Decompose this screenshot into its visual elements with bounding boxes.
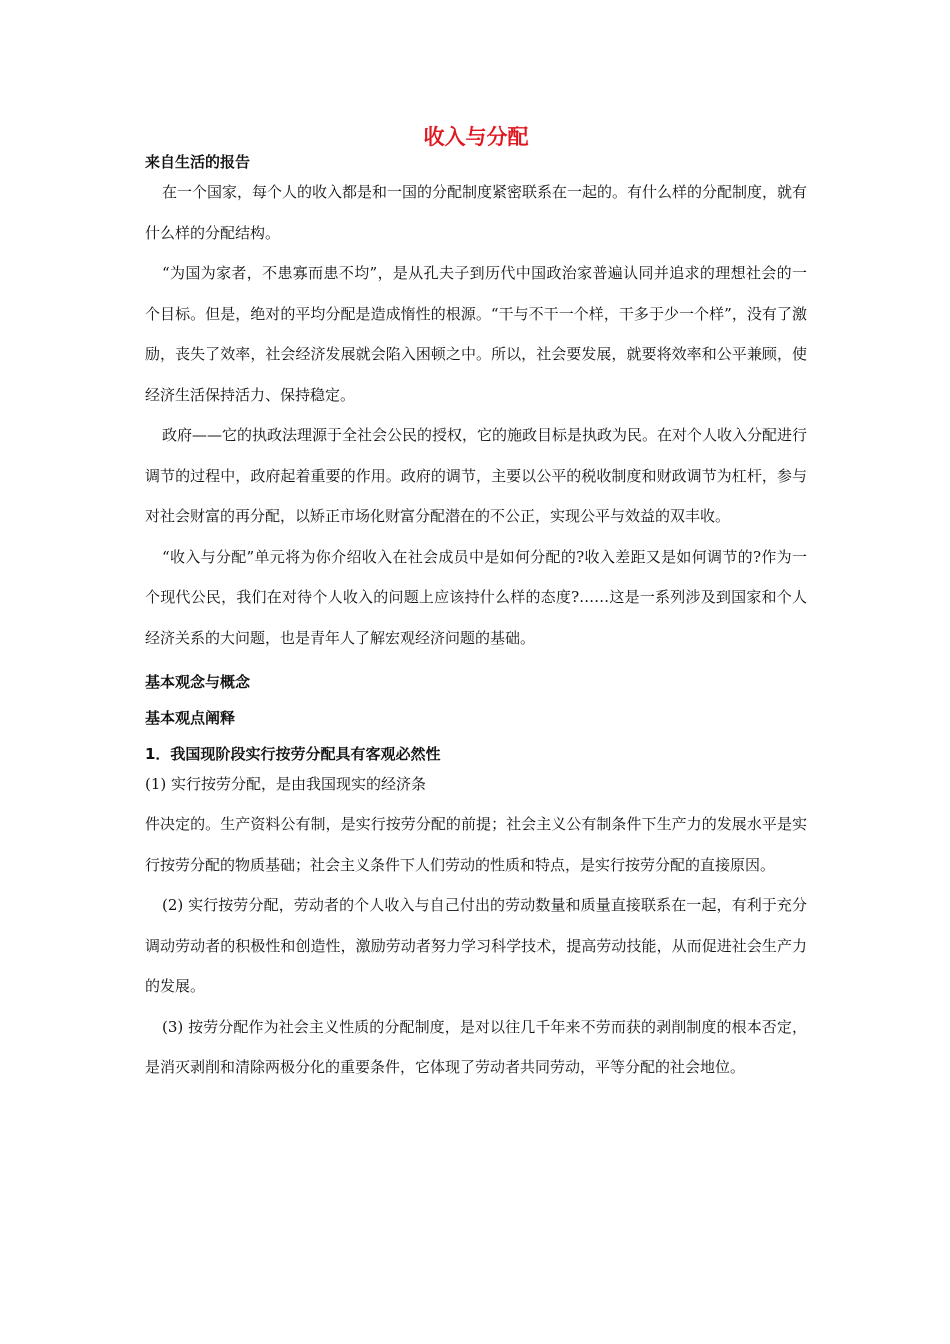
document-body [145, 122, 807, 1088]
paragraph: “为国为家者，不患寡而患不均”，是从孔夫子到历代中国政治家普遍认同并追求的理想社会的一个目标。但是，绝对的平均分配是造成惰性的根源。“干与不干一个样，干多于少一个样”，没有了激励，丧失了效率，社会经济发展就会陷入困顿之中。所以，社会要发展，就要将效率和公平兼顾，使经济生活保持活力、保持稳定。 [145, 264, 807, 404]
point-paragraph: (2) 实行按劳分配，劳动者的个人收入与自己付出的劳动数量和质量直接联系在一起，有利于充分调动劳动者的积极性和创造性，激励劳动者努力学习科学技术，提高劳动技能，从而促进社会生产力的发展。 [145, 896, 807, 995]
point-paragraph: 件决定的。生产资料公有制，是实行按劳分配的前提；社会主义公有制条件下生产力的发展水平是实行按劳分配的物质基础；社会主义条件下人们劳动的性质和特点，是实行按劳分配的直接原因。 [145, 815, 807, 874]
paragraph: “收入与分配”单元将为你介绍收入在社会成员中是如何分配的?收入差距又是如何调节的?作为一个现代公民，我们在对待个人收入的问题上应该持什么样的态度?……这是一系列涉及到国家和个人经济关系的大问题，也是青年人了解宏观经济问题的基础。 [145, 547, 807, 647]
paragraph: 政府——它的执政法理源于全社会公民的授权，它的施政目标是执政为民。在对个人收入分配进行调节的过程中，政府起着重要的作用。政府的调节，主要以公平的税收制度和财政调节为杠杆，参与对社会财富的再分配，以矫正市场化财富分配潜在的不公正，实现公平与效益的双丰收。 [145, 426, 808, 525]
paragraph: 在一个国家，每个人的收入都是和一国的分配制度紧密联系在一起的。有什么样的分配制度，就有什么样的分配结构。 [145, 183, 808, 242]
section-heading-explanation: 基本观点阐释 [145, 709, 236, 727]
document-title: 收入与分配 [423, 124, 529, 149]
section-heading-concepts: 基本观念与概念 [145, 673, 251, 691]
section-heading-report: 来自生活的报告 [145, 153, 251, 171]
point-heading-1: 1．我国现阶段实行按劳分配具有客观必然性 [145, 745, 441, 763]
point-paragraph: (1) 实行按劳分配，是由我国现实的经济条 [145, 775, 427, 793]
point-paragraph: (3) 按劳分配作为社会主义性质的分配制度，是对以往几千年来不劳而获的剥削制度的根本否定，是消灭剥削和清除两极分化的重要条件，它体现了劳动者共同劳动，平等分配的社会地位。 [145, 1017, 807, 1076]
